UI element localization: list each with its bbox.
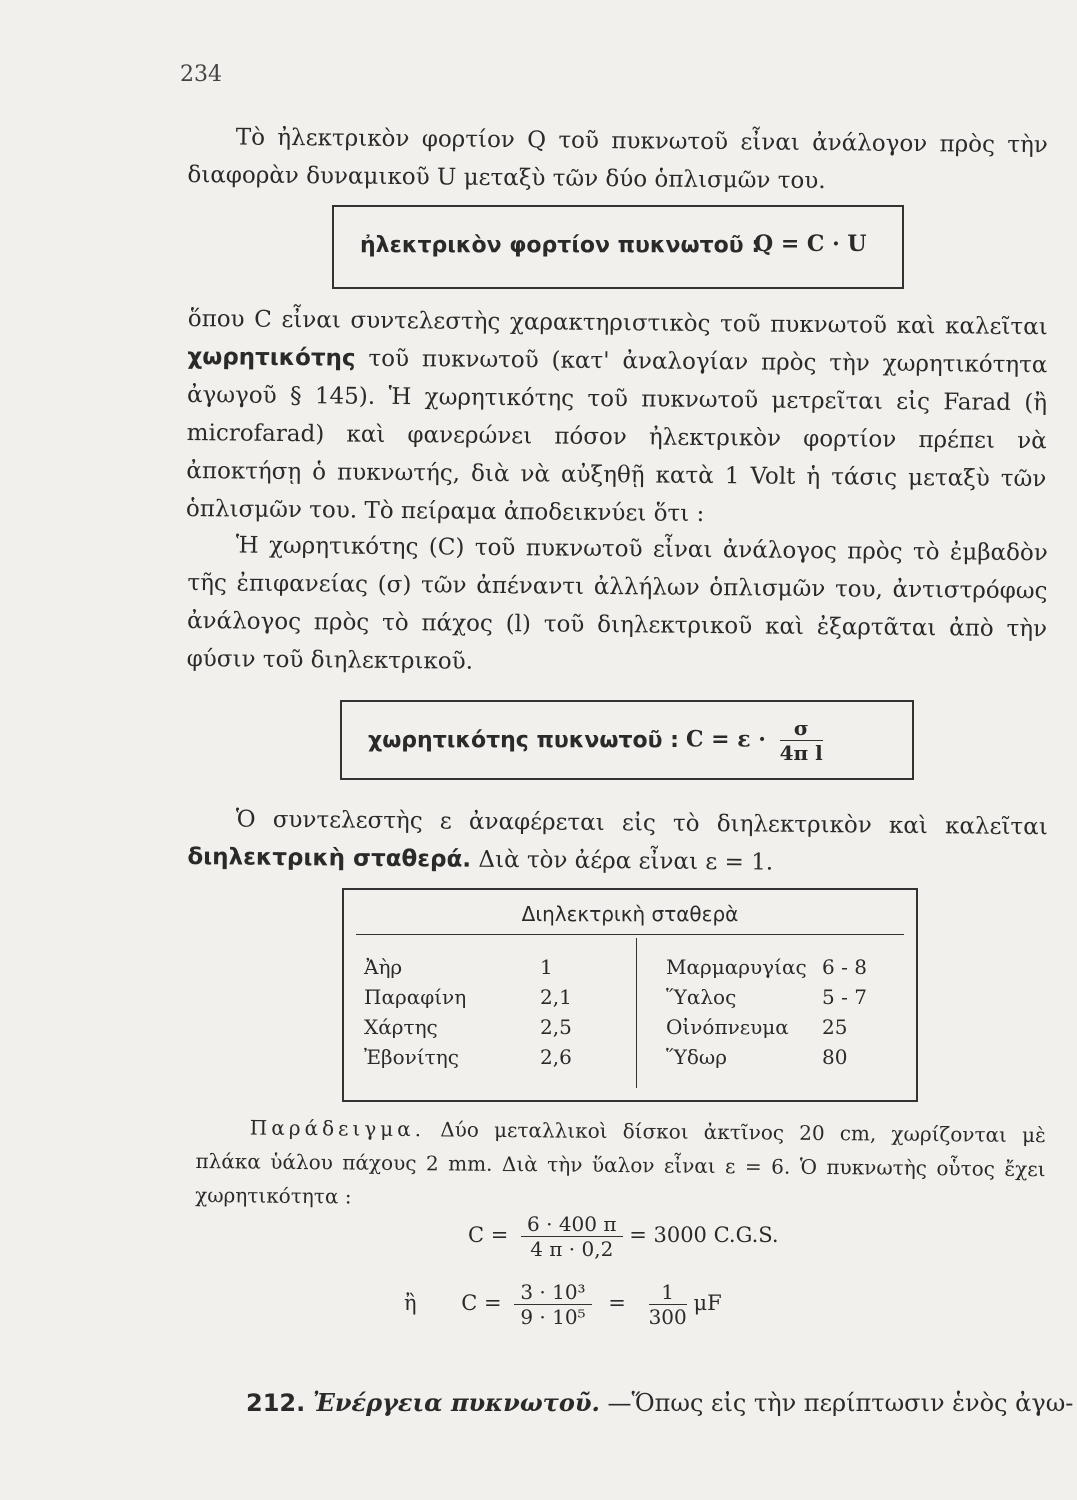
formula-1-numerator: 6 · 400 π <box>521 1212 622 1237</box>
paragraph-dielectric-text-b: Διὰ τὸν ἀέρα εἶναι ε = 1. <box>478 846 774 876</box>
table-header-rule <box>356 934 904 935</box>
table-cell-name: Ἐβονίτης <box>364 1045 459 1069</box>
example-label: Παράδειγμα. <box>249 1115 426 1142</box>
paragraph-law: Ἡ χωρητικότης (C) τοῦ πυκνωτοῦ εἶναι ἀνάλογος πρὸς τὸ ἐμβαδὸν τῆς ἐπιφανείας (σ) τῶν ἀπέναντι ἀλλήλων ὁπλισμῶν του, ἀντιστρόφως ἀνάλογος πρὸς τὸ πάχος (l) τοῦ διηλεκτρικοῦ καὶ ἐξαρτᾶται ἀπὸ τὴν φύσιν τοῦ διηλεκτρικοῦ. <box>186 532 1048 675</box>
table-column-divider <box>636 938 637 1088</box>
table-cell-name: Ὕδωρ <box>666 1045 727 1069</box>
table-cell-value: 2,5 <box>540 1015 572 1039</box>
term-capacitance: χωρητικότης <box>187 343 356 372</box>
paragraph-dielectric-text-a: Ὁ συντελεστὴς ε ἀναφέρεται εἰς τὸ διηλεκτρικὸν καὶ καλεῖται <box>235 806 1048 841</box>
formula-2-unit: μF <box>693 1291 722 1315</box>
formula-2b-denominator: 300 <box>648 1305 687 1329</box>
table-cell-value: 6 - 8 <box>822 955 867 979</box>
paragraph-charge: Τὸ ἠλεκτρικὸν φορτίον Q τοῦ πυκνωτοῦ εἶναι ἀνάλογον πρὸς τὴν διαφορὰν δυναμικοῦ U μεταξὺ τῶν δύο ὁπλισμῶν του. <box>187 124 1048 195</box>
paragraph-capacitance <box>186 300 1048 536</box>
table-cell-value: 5 - 7 <box>822 985 867 1009</box>
formula-2-fraction <box>514 1280 591 1329</box>
section-heading <box>246 1388 1073 1417</box>
table-cell-name: Παραφίνη <box>364 985 467 1009</box>
formula-1-left: C = <box>468 1223 509 1247</box>
example-formula-2 <box>404 1280 722 1329</box>
section-number: 212. <box>246 1389 306 1417</box>
formula-charge: Q = C · U <box>754 231 867 257</box>
table-cell-value: 2,6 <box>540 1045 572 1069</box>
formula-2b-numerator: 1 <box>649 1280 687 1305</box>
formula-box-charge-label: ἠλεκτρικὸν φορτίον πυκνωτοῦ : <box>360 233 761 258</box>
formula-2-prefix: ἢ <box>404 1291 417 1315</box>
fraction-numerator: σ <box>780 716 823 741</box>
formula-2-equals: = <box>608 1291 626 1315</box>
formula-2-left: C = <box>461 1291 502 1315</box>
example-formula-1 <box>468 1212 779 1261</box>
formula-1-result: = 3000 C.G.S. <box>629 1223 779 1247</box>
formula-box-charge <box>332 205 904 289</box>
table-cell-value: 25 <box>822 1015 848 1039</box>
paragraph-capacitance-text-a: ὅπου C εἶναι συντελεστὴς χαρακτηριστικὸς τοῦ πυκνωτοῦ καὶ καλεῖται <box>187 305 1048 341</box>
formula-2-denominator: 9 · 10⁵ <box>520 1305 586 1329</box>
table-cell-name: Ὕαλος <box>666 985 737 1009</box>
section-text: —Ὅπως εἰς τὴν περίπτωσιν ἑνὸς ἀγω- <box>607 1389 1074 1417</box>
table-cell-value: 80 <box>822 1045 848 1069</box>
formula-box-capacitance <box>340 700 914 780</box>
formula-capacitance-left: C = ε · <box>686 726 766 753</box>
formula-capacitance <box>686 716 823 765</box>
table-left-names <box>364 952 466 1072</box>
table-right-values <box>822 952 867 1072</box>
table-cell-value: 1 <box>540 955 553 979</box>
table-cell-name: Χάρτης <box>364 1015 438 1039</box>
example-paragraph <box>195 1110 1046 1220</box>
table-right-names <box>666 952 807 1072</box>
table-cell-value: 2,1 <box>540 985 572 1009</box>
formula-2-numerator: 3 · 10³ <box>514 1280 591 1305</box>
paragraph-dielectric <box>187 800 1048 884</box>
table-left-values <box>540 952 572 1072</box>
table-cell-name: Ἀὴρ <box>364 955 403 979</box>
table-cell-name: Οἰνόπνευμα <box>666 1015 789 1039</box>
formula-box-capacitance-label: χωρητικότης πυκνωτοῦ : <box>368 728 679 753</box>
example-text: Δύο μεταλλικοὶ δίσκοι ἀκτῖνος 20 cm, χωρίζονται μὲ πλάκα ὑάλου πάχους 2 mm. Διὰ τὴν ὕαλον εἶναι ε = 6. Ὁ πυκνωτὴς οὗτος ἔχει χωρητικότητα : <box>195 1117 1046 1209</box>
section-title: Ἐνέργεια πυκνωτοῦ. <box>312 1388 600 1417</box>
table-cell-name: Μαρμαρυγίας <box>666 955 807 979</box>
formula-capacitance-fraction <box>780 716 823 765</box>
term-dielectric-constant: διηλεκτρικὴ σταθερά. <box>187 843 472 873</box>
page-number: 234 <box>180 62 222 87</box>
dielectric-table-title: Διηλεκτρικὴ σταθερὰ <box>521 902 739 926</box>
fraction-denominator: 4π l <box>779 741 823 765</box>
formula-1-denominator: 4 π · 0,2 <box>530 1237 614 1261</box>
paragraph-capacitance-text-b: τοῦ πυκνωτοῦ (κατ' ἀναλογίαν πρὸς τὴν χωρητικότητα ἀγωγοῦ § 145). Ἡ χωρητικότης τοῦ πυκνωτοῦ μετρεῖται εἰς Farad (ἢ microfarad) καὶ φανερώνει πόσον ἠλεκτρικὸν φορτίον πρέπει νὰ ἀποκτήσῃ ὁ πυκνωτής, διὰ νὰ αὐξηθῇ κατὰ 1 Volt ἡ τάσις μεταξὺ τῶν ὁπλισμῶν του. Τὸ πείραμα ἀποδεικνύει ὅτι : <box>185 345 1048 527</box>
dielectric-table <box>342 888 918 1102</box>
formula-1-fraction <box>521 1212 622 1261</box>
formula-2-fraction-b <box>649 1280 687 1329</box>
